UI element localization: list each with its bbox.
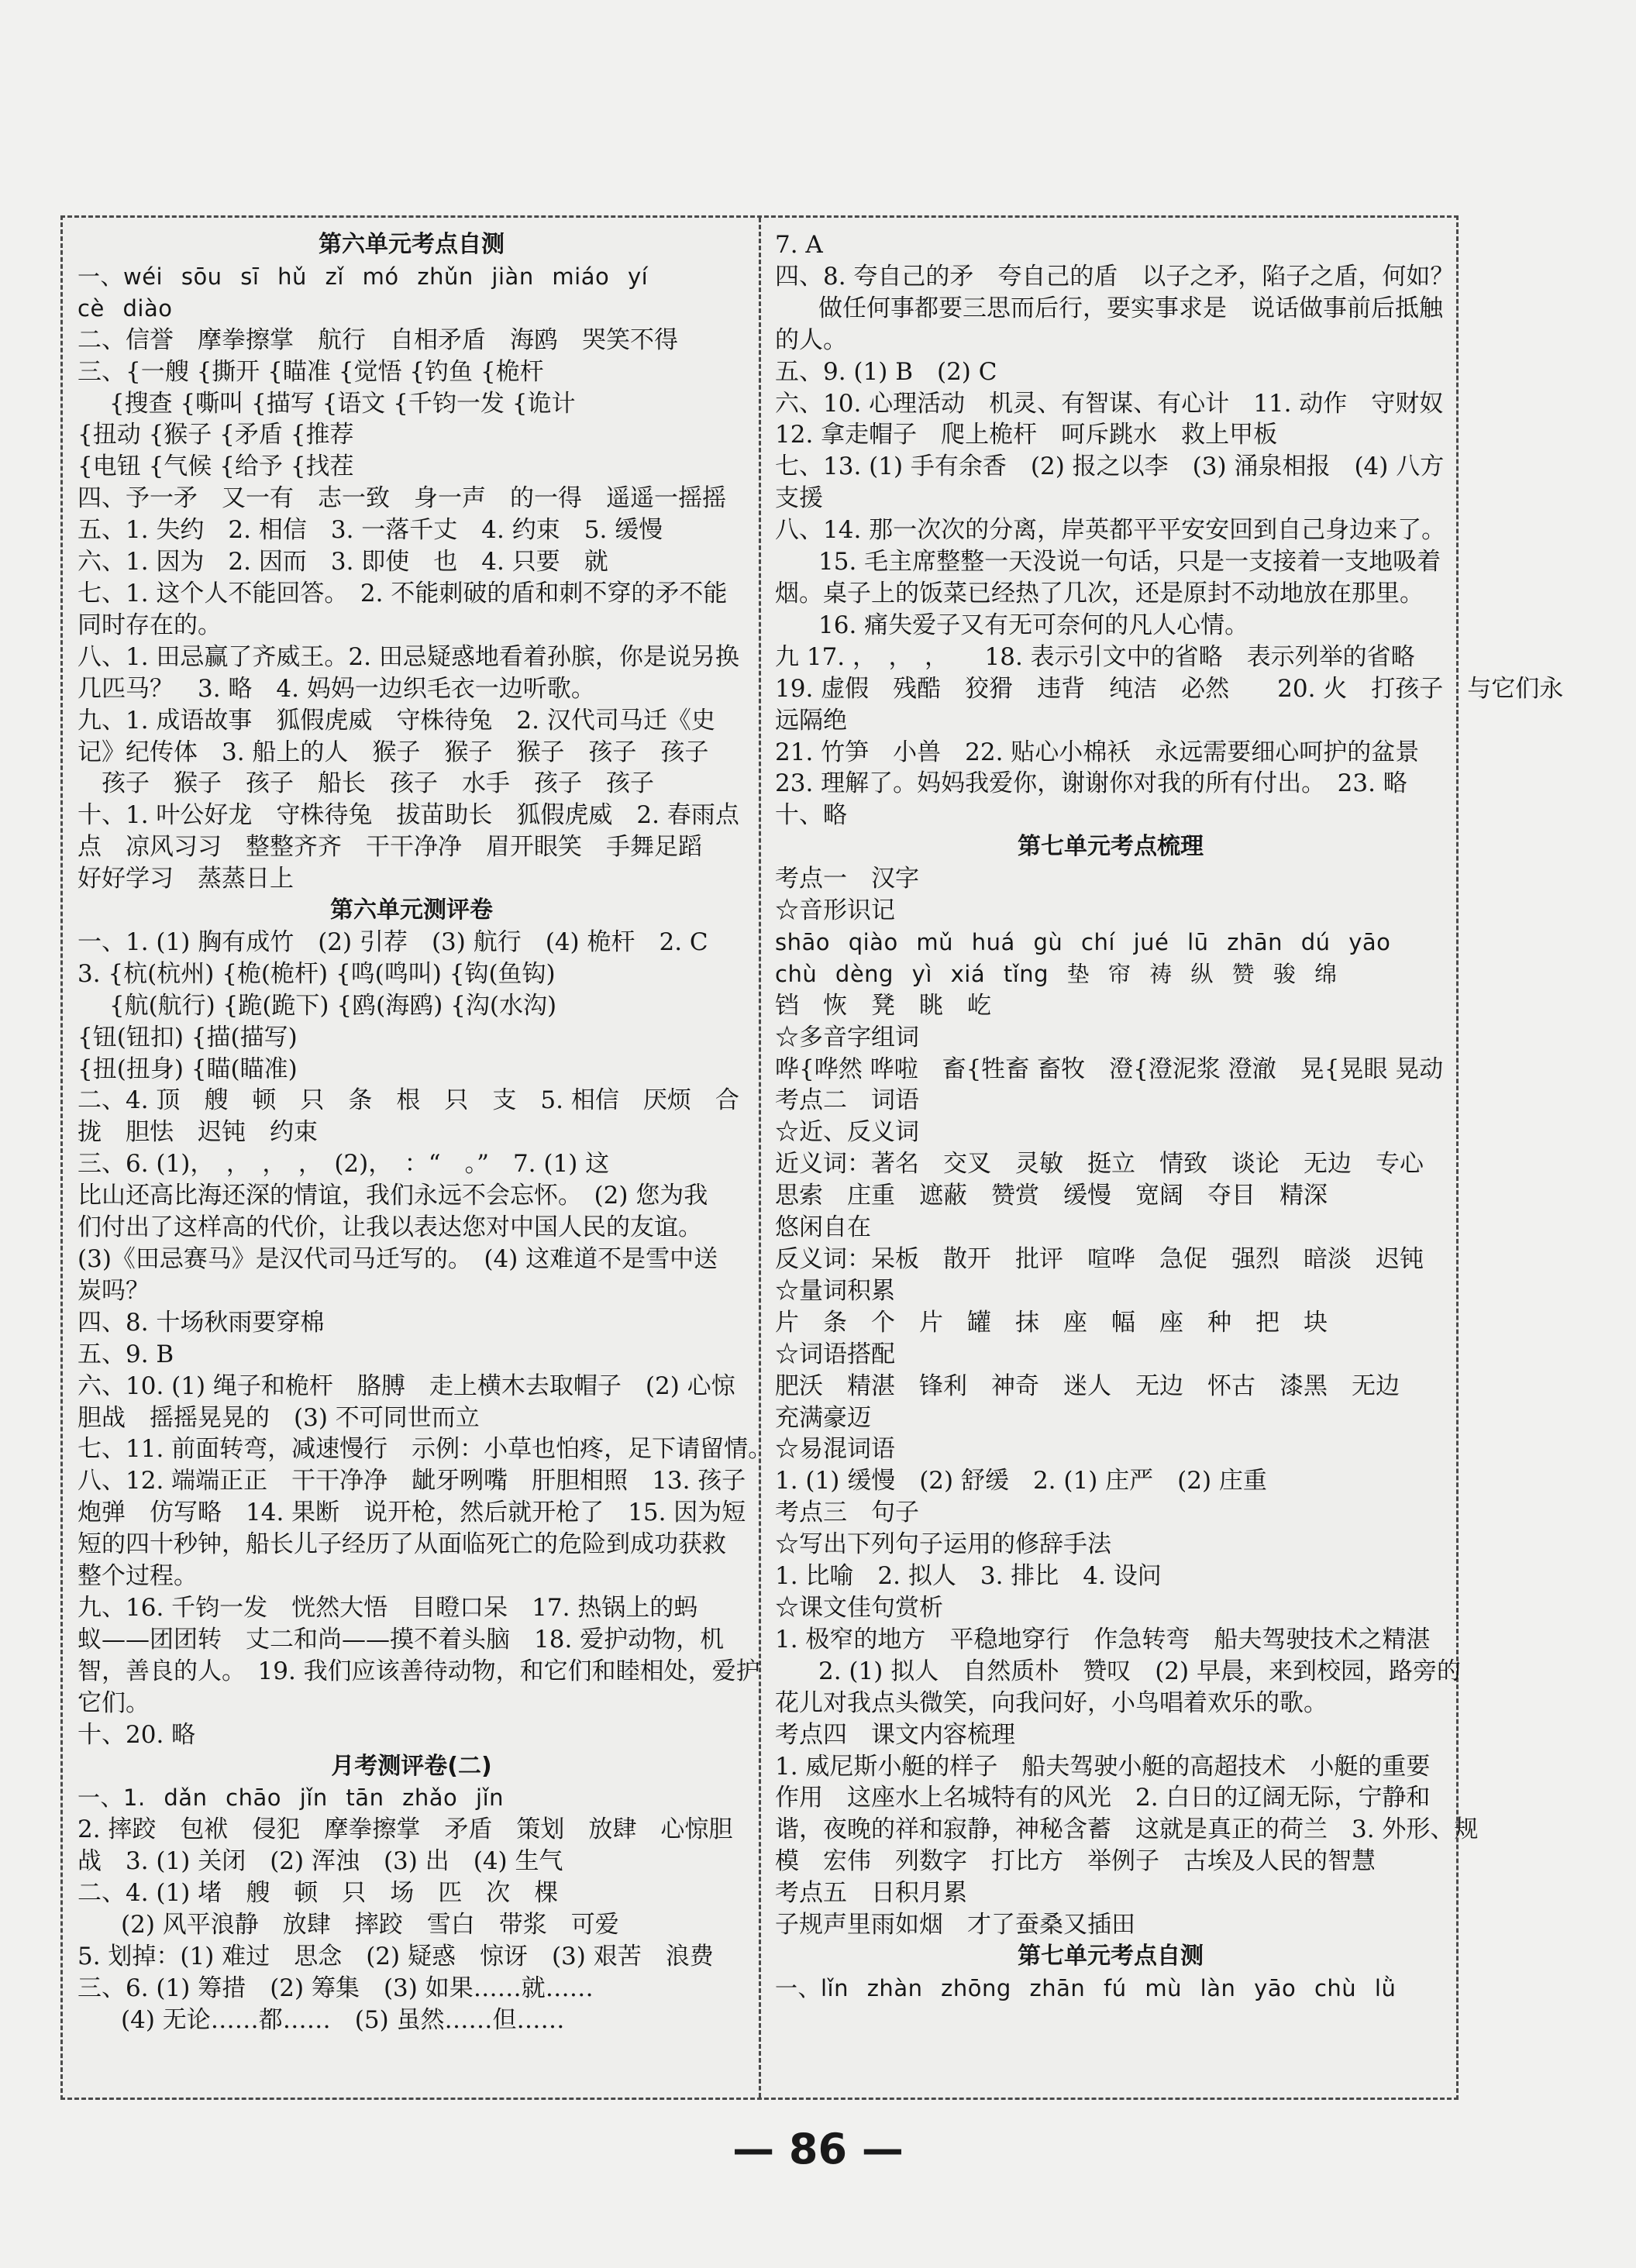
- answer-line: ☆词语搭配: [775, 1340, 895, 1368]
- answer-line: 炭吗？: [77, 1276, 150, 1305]
- answer-line: 远隔绝: [775, 706, 847, 735]
- answer-line: 炮弹 仿写略 14. 果断 说开枪，然后就开枪了 15. 因为短: [77, 1499, 746, 1527]
- answer-line: 五、9. (1) B (2) C: [775, 357, 997, 386]
- page-number: — 86 —: [732, 2125, 904, 2173]
- answer-line: 考点二 词语: [775, 1086, 919, 1115]
- answer-line: 1. 威尼斯小艇的样子 船夫驾驶小艇的高超技术 小艇的重要: [775, 1752, 1431, 1781]
- answer-line: 充满豪迈: [775, 1403, 871, 1432]
- answer-line: ☆易混词语: [775, 1435, 895, 1464]
- answer-line: 1. 极窄的地方 平稳地穿行 作急转弯 船夫驾驶技术之精湛: [775, 1625, 1431, 1654]
- answer-line: 21. 竹笋 小兽 22. 贴心小棉袄 永远需要细心呵护的盆景: [775, 738, 1420, 766]
- answer-line: (3)《田忌赛马》是汉代司马迁写的。 (4) 这难道不是雪中送: [77, 1245, 718, 1273]
- answer-line: 一、wéi sōu sī hǔ zǐ mó zhǔn jiàn miáo yí: [77, 263, 649, 290]
- answer-line: 考点一 汉字: [775, 865, 919, 893]
- answer-line: 九、16. 千钧一发 恍然大悟 目瞪口呆 17. 热锅上的蚂: [77, 1593, 698, 1622]
- answer-line: 肥沃 精湛 锋利 神奇 迷人 无边 怀古 漆黑 无边: [775, 1371, 1400, 1400]
- answer-line: ☆量词积累: [775, 1276, 895, 1305]
- answer-line: (4) 无论……都…… (5) 虽然……但……: [121, 2005, 565, 2034]
- answer-line: 7. A: [775, 231, 823, 259]
- answer-line: 八、14. 那一次次的分离，岸英都平平安安回到自己身边来了。: [775, 516, 1446, 545]
- answer-line: 一、1. (1) 胸有成竹 (2) 引荐 (3) 航行 (4) 桅杆 2. C: [77, 928, 708, 956]
- answer-line: 模 宏伟 列数字 打比方 举例子 古埃及人民的智慧: [775, 1847, 1376, 1876]
- answer-line: {航(航行) {跪(跪下) {鸥(海鸥) {沟(水沟): [77, 991, 557, 1020]
- answer-line: 花儿对我点头微笑，向我问好，小鸟唱着欢乐的歌。: [775, 1688, 1328, 1717]
- answer-line: 四、予一矛 又一有 志一致 身一声 的一得 遥遥一摇摇: [77, 484, 726, 513]
- answer-line: 胆战 摇摇晃晃的 (3) 不可同世而立: [77, 1403, 480, 1432]
- answer-line: 的人。: [775, 325, 847, 354]
- answer-line: {搜查 {嘶叫 {描写 {语文 {千钧一发 {诡计: [77, 389, 576, 418]
- answer-line: ☆近、反义词: [775, 1118, 919, 1147]
- answer-line: 七、1. 这个人不能回答。 2. 不能刺破的盾和刺不穿的矛不能: [77, 579, 728, 607]
- answer-line: 2. 摔跤 包袱 侵犯 摩拳擦掌 矛盾 策划 放肆 心惊胆: [77, 1815, 733, 1844]
- answer-line: 二、信誉 摩拳擦掌 航行 自相矛盾 海鸥 哭笑不得: [77, 325, 678, 354]
- answer-line: 三、{一艘 {撕开 {瞄准 {觉悟 {钓鱼 {桅杆: [77, 357, 544, 386]
- answer-line: 19. 虚假 残酷 狡猾 违背 纯洁 必然 20. 火 打孩子 与它们永: [775, 674, 1564, 703]
- answer-line: shāo qiào mǔ huá gù chí jué lū zhān dú yāo: [775, 928, 1391, 955]
- answer-line: 16. 痛失爱子又有无可奈何的凡人心情。: [818, 611, 1249, 639]
- section-heading: 月考测评卷(二): [331, 1752, 492, 1780]
- answer-line: 十、20. 略: [77, 1720, 196, 1749]
- answer-line: cè diào: [77, 294, 173, 322]
- answer-line: 二、4. (1) 堵 艘 顿 只 场 匹 次 棵: [77, 1879, 559, 1908]
- answer-line: 蚁——团团转 丈二和尚——摸不着头脑 18. 爱护动物，机: [77, 1625, 725, 1654]
- answer-line: 八、12. 端端正正 干干净净 龇牙咧嘴 肝胆相照 13. 孩子: [77, 1467, 746, 1495]
- answer-line: 智，善良的人。 19. 我们应该善待动物，和它们和睦相处，爱护: [77, 1657, 760, 1685]
- answer-line: 它们。: [77, 1688, 150, 1717]
- answer-line: 整个过程。: [77, 1562, 198, 1591]
- answer-line: 考点三 句子: [775, 1499, 919, 1527]
- answer-line: 七、11. 前面转弯，减速慢行 示例：小草也怕疼，足下请留情。: [77, 1435, 773, 1464]
- answer-line: 做任何事都要三思而后行，要实事求是 说话做事前后抵触: [818, 294, 1443, 322]
- answer-line: 六、1. 因为 2. 因而 3. 即使 也 4. 只要 就: [77, 548, 608, 576]
- answer-line: 铛 恢 凳 眺 屹: [775, 991, 991, 1020]
- section-heading: 第七单元考点梳理: [1018, 833, 1204, 861]
- answer-line: (2) 风平浪静 放肆 摔跤 雪白 带浆 可爱: [121, 1911, 619, 1939]
- answer-line: 悠闲自在: [775, 1213, 871, 1242]
- answer-line: 记》纪传体 3. 船上的人 猴子 猴子 猴子 孩子 孩子: [77, 738, 709, 766]
- answer-line: {扭动 {猴子 {矛盾 {推荐: [77, 421, 354, 449]
- answer-line: {扭(扭身) {瞄(瞄准): [77, 1055, 298, 1083]
- answer-line: ☆课文佳句赏析: [775, 1593, 943, 1622]
- answer-line: 12. 拿走帽子 爬上桅杆 呵斥跳水 救上甲板: [775, 421, 1278, 449]
- section-heading: 第七单元考点自测: [1018, 1942, 1204, 1970]
- answer-line: 好好学习 蒸蒸日上: [77, 865, 294, 893]
- answer-line: 五、9. B: [77, 1340, 174, 1368]
- answer-line: 七、13. (1) 手有余香 (2) 报之以李 (3) 涌泉相报 (4) 八方: [775, 453, 1445, 481]
- section-heading: 第六单元考点自测: [319, 231, 505, 258]
- answer-line: 5. 划掉：(1) 难过 思念 (2) 疑惑 惊讶 (3) 艰苦 浪费: [77, 1942, 714, 1970]
- answer-line: 五、1. 失约 2. 相信 3. 一落千丈 4. 约束 5. 缓慢: [77, 516, 663, 545]
- answer-line: 一、lǐn zhàn zhōng zhān fú mù làn yāo chù lǜ: [775, 1974, 1397, 2001]
- answer-line: 支援: [775, 484, 823, 513]
- answer-line: 短的四十秒钟，船长儿子经历了从面临死亡的危险到成功获救: [77, 1530, 726, 1559]
- answer-line: 四、8. 夸自己的矛 夸自己的盾 以子之矛，陷子之盾，何如？: [775, 262, 1455, 291]
- answer-line: 片 条 个 片 罐 抹 座 幅 座 种 把 块: [775, 1308, 1328, 1337]
- answer-line: 同时存在的。: [77, 611, 222, 639]
- right-column: [775, 229, 1564, 2089]
- answer-line: 十、1. 叶公好龙 守株待兔 拔苗助长 狐假虎威 2. 春雨点: [77, 801, 739, 830]
- answer-line: 3. {杭(杭州) {桅(桅杆) {鸣(鸣叫) {钩(鱼钩): [77, 959, 556, 988]
- answer-line: 们付出了这样高的代价，让我以表达您对中国人民的友谊。: [77, 1213, 702, 1242]
- answer-line: 反义词：呆板 散开 批评 喧哗 急促 强烈 暗淡 迟钝: [775, 1245, 1424, 1273]
- answer-line: 思索 庄重 遮蔽 赞赏 缓慢 宽阔 夺目 精深: [775, 1182, 1328, 1210]
- answer-line: 四、8. 十场秋雨要穿棉: [77, 1308, 325, 1337]
- answer-line: 1. (1) 缓慢 (2) 舒缓 2. (1) 庄严 (2) 庄重: [775, 1467, 1267, 1495]
- answer-line: 点 凉风习习 整整齐齐 干干净净 眉开眼笑 手舞足蹈: [77, 833, 702, 862]
- answer-line: 十、略: [775, 801, 847, 830]
- answer-line: 比山还高比海还深的情谊，我们永远不会忘怀。 (2) 您为我: [77, 1182, 708, 1210]
- answer-line: chù dèng yì xiá tǐng 垫 帘 祷 纵 赞 骏 绵: [775, 960, 1338, 987]
- answer-line: 2. (1) 拟人 自然质朴 赞叹 (2) 早晨，来到校园，路旁的: [818, 1657, 1461, 1685]
- answer-line: 1. 比喻 2. 拟人 3. 排比 4. 设问: [775, 1562, 1162, 1591]
- left-column: [77, 229, 773, 2089]
- answer-line: 三、6. (1) 筹措 (2) 筹集 (3) 如果……就……: [77, 1974, 594, 2002]
- answer-line: 考点四 课文内容梳理: [775, 1720, 1015, 1749]
- answer-line: ☆写出下列句子运用的修辞手法: [775, 1530, 1111, 1559]
- answer-line: 孩子 猴子 孩子 船长 孩子 水手 孩子 孩子: [77, 769, 654, 798]
- answer-line: 九 17. ， ， ， 18. 表示引文中的省略 表示列举的省略: [775, 642, 1415, 671]
- answer-line: 九、1. 成语故事 狐假虎威 守株待兔 2. 汉代司马迁《史: [77, 706, 715, 735]
- answer-line: 烟。桌子上的饭菜已经热了几次，还是原封不动地放在那里。: [775, 579, 1424, 607]
- answer-line: {电钮 {气候 {给予 {找茬: [77, 453, 354, 481]
- answer-line: ☆音形识记: [775, 897, 895, 925]
- answer-line: 子规声里雨如烟 才了蚕桑又插田: [775, 1911, 1135, 1939]
- answer-line: 八、1. 田忌赢了齐威王。2. 田忌疑惑地看着孙膑，你是说另换: [77, 642, 739, 671]
- answer-line: 哗{哗然 哗啦 畜{牲畜 畜牧 澄{澄泥浆 澄澈 晃{晃眼 晃动: [775, 1055, 1444, 1083]
- answer-line: 三、6. (1)， ， ， ， (2)， ：“ 。” 7. (1) 这: [77, 1150, 610, 1179]
- answer-line: 一、1. dǎn chāo jǐn tān zhǎo jǐn: [77, 1784, 505, 1812]
- answer-line: ☆多音字组词: [775, 1023, 919, 1051]
- column-divider: [759, 218, 761, 2098]
- answer-line: 考点五 日积月累: [775, 1879, 967, 1908]
- answer-line: 近义词：著名 交叉 灵敏 挺立 情致 谈论 无边 专心: [775, 1150, 1424, 1179]
- answer-line: 六、10. 心理活动 机灵、有智谋、有心计 11. 动作 守财奴: [775, 389, 1444, 418]
- answer-line: 23. 理解了。妈妈我爱你，谢谢你对我的所有付出。 23. 略: [775, 769, 1407, 798]
- answer-line: 战 3. (1) 关闭 (2) 浑浊 (3) 出 (4) 生气: [77, 1847, 563, 1876]
- answer-line: {钮(钮扣) {描(描写): [77, 1023, 298, 1051]
- answer-line: 谐，夜晚的祥和寂静，神秘含蓄 这就是真正的荷兰 3. 外形、规: [775, 1815, 1479, 1844]
- answer-line: 几匹马？ 3. 略 4. 妈妈一边织毛衣一边听歌。: [77, 674, 595, 703]
- answer-line: 作用 这座水上名城特有的风光 2. 白日的辽阔无际，宁静和: [775, 1784, 1431, 1812]
- answer-line: 二、4. 顶 艘 顿 只 条 根 只 支 5. 相信 厌烦 合: [77, 1086, 739, 1115]
- answer-line: 拢 胆怯 迟钝 约束: [77, 1118, 318, 1147]
- answer-line: 六、10. (1) 绳子和桅杆 胳膊 走上横木去取帽子 (2) 心惊: [77, 1371, 735, 1400]
- answer-line: 15. 毛主席整整一天没说一句话，只是一支接着一支地吸着: [818, 548, 1441, 576]
- section-heading: 第六单元测评卷: [330, 897, 493, 924]
